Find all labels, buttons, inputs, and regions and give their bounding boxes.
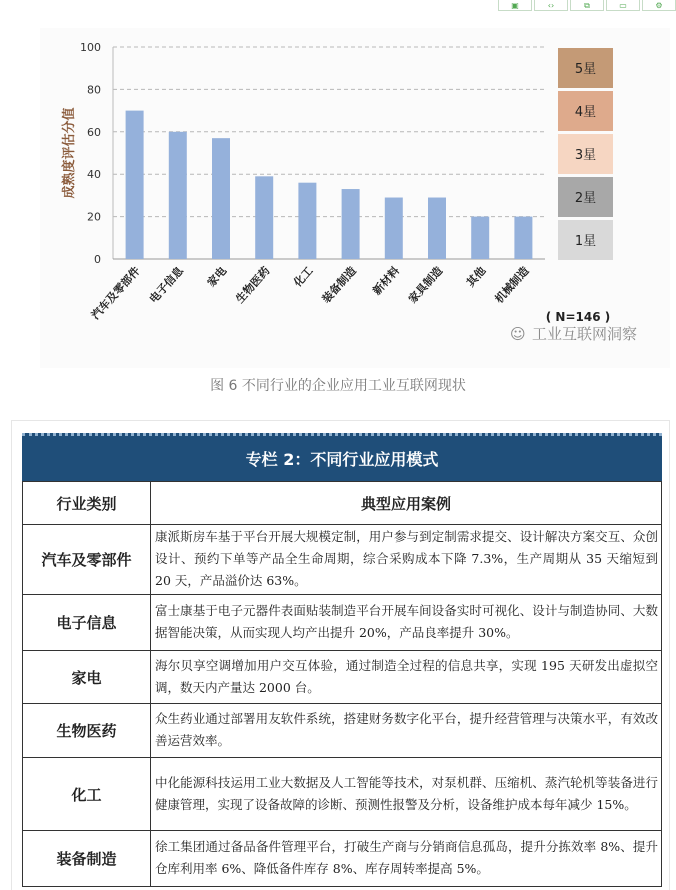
x-tick-label: 电子信息	[146, 264, 187, 306]
y-axis-label: 成熟度评估分值	[62, 107, 77, 199]
figure-caption: 图 6 不同行业的企业应用工业互联网现状	[210, 378, 466, 394]
chart-area	[40, 28, 670, 368]
industry-cell: 生物医药	[23, 704, 151, 758]
y-tick-label: 100	[80, 41, 101, 54]
table-header-row	[23, 482, 662, 525]
case-cell: 众生药业通过部署用友软件系统，搭建财务数字化平台，提升经营管理与决策水平，有效改善运营效率。	[151, 704, 662, 758]
y-tick-label: 60	[87, 125, 101, 139]
industry-cell: 化工	[23, 758, 151, 831]
header-industry: 行业类别	[23, 482, 151, 525]
x-tick-label: 装备制造	[319, 264, 359, 306]
legend-label: 4星	[574, 105, 597, 120]
bar	[126, 111, 144, 259]
bar	[212, 138, 230, 259]
chart-icon[interactable]: ▣	[498, 0, 532, 11]
watermark-text: 工业互联网洞察	[532, 325, 638, 343]
code-icon[interactable]: ‹›	[534, 0, 568, 11]
sample-note: ( N=146 )	[545, 310, 611, 324]
table-row	[23, 595, 662, 651]
x-tick-label: 生物医药	[233, 264, 273, 306]
case-cell: 徐工集团通过备品备件管理平台，打破生产商与分销商信息孤岛，提升分拣效率 8%、提升仓库利用率 6%、降低备件库存 8%、库存周转率提高 5%。	[151, 831, 662, 887]
x-tick-label: 其他	[464, 264, 489, 290]
case-cell: 富士康基于电子元器件表面贴装制造平台开展车间设备实时可视化、设计与制造协同、大数据智能决策，从而实现人均产出提升 20%，产品良率提升 30%。	[151, 595, 662, 651]
bar	[298, 183, 316, 259]
bar	[514, 217, 532, 259]
toolbar	[496, 0, 676, 11]
bar	[342, 189, 360, 259]
case-cell: 康派斯房车基于平台开展大规模定制，用户参与到定制需求提交、设计解决方案交互、众创设计、预约下单等产品全生命周期，综合采购成本下降 7.3%，生产周期从 35 天缩短到 20 天，产品溢价达 63%。	[151, 525, 662, 595]
copy-icon[interactable]: ⧉	[570, 0, 604, 11]
maturity-bar-chart	[40, 28, 670, 368]
x-tick-label: 家电	[204, 264, 230, 290]
table-row	[23, 758, 662, 831]
table-row	[23, 525, 662, 595]
legend-label: 1星	[574, 234, 597, 249]
bar	[169, 132, 187, 259]
bar	[385, 198, 403, 259]
cases-table	[22, 481, 662, 887]
y-tick-label: 0	[94, 253, 101, 266]
x-tick-label: 新材料	[370, 264, 403, 298]
note-icon[interactable]: ▭	[606, 0, 640, 11]
industry-cell: 电子信息	[23, 595, 151, 651]
settings-icon[interactable]: ⚙	[642, 0, 676, 11]
x-tick-label: 机械制造	[492, 264, 532, 306]
column-title: 专栏 2：不同行业应用模式	[22, 433, 662, 481]
legend-label: 3星	[574, 148, 597, 163]
industry-cell: 装备制造	[23, 831, 151, 887]
industry-cell: 汽车及零部件	[23, 525, 151, 595]
y-tick-label: 20	[87, 210, 101, 224]
table-row	[23, 704, 662, 758]
wechat-icon: ☺	[510, 325, 526, 343]
x-tick-label: 家具制造	[406, 264, 446, 306]
bar	[471, 217, 489, 259]
legend-label: 2星	[574, 191, 597, 206]
column-box	[11, 420, 670, 890]
y-tick-label: 80	[87, 83, 101, 97]
table-row	[23, 651, 662, 704]
bar	[255, 176, 273, 259]
industry-cell: 家电	[23, 651, 151, 704]
x-tick-label: 汽车及零部件	[89, 264, 143, 323]
case-cell: 海尔贝享空调增加用户交互体验，通过制造全过程的信息共享，实现 195 天研发出虚拟空调，数天内产量达 2000 台。	[151, 651, 662, 704]
header-case: 典型应用案例	[151, 482, 662, 525]
y-tick-label: 40	[87, 168, 101, 182]
x-tick-label: 化工	[291, 264, 316, 290]
legend-label: 5星	[574, 62, 597, 77]
table-row	[23, 831, 662, 887]
bar	[428, 198, 446, 259]
case-cell: 中化能源科技运用工业大数据及人工智能等技术，对泵机群、压缩机、蒸汽轮机等装备进行健康管理，实现了设备故障的诊断、预测性报警及分析，设备维护成本每年减少 15%。	[151, 758, 662, 831]
